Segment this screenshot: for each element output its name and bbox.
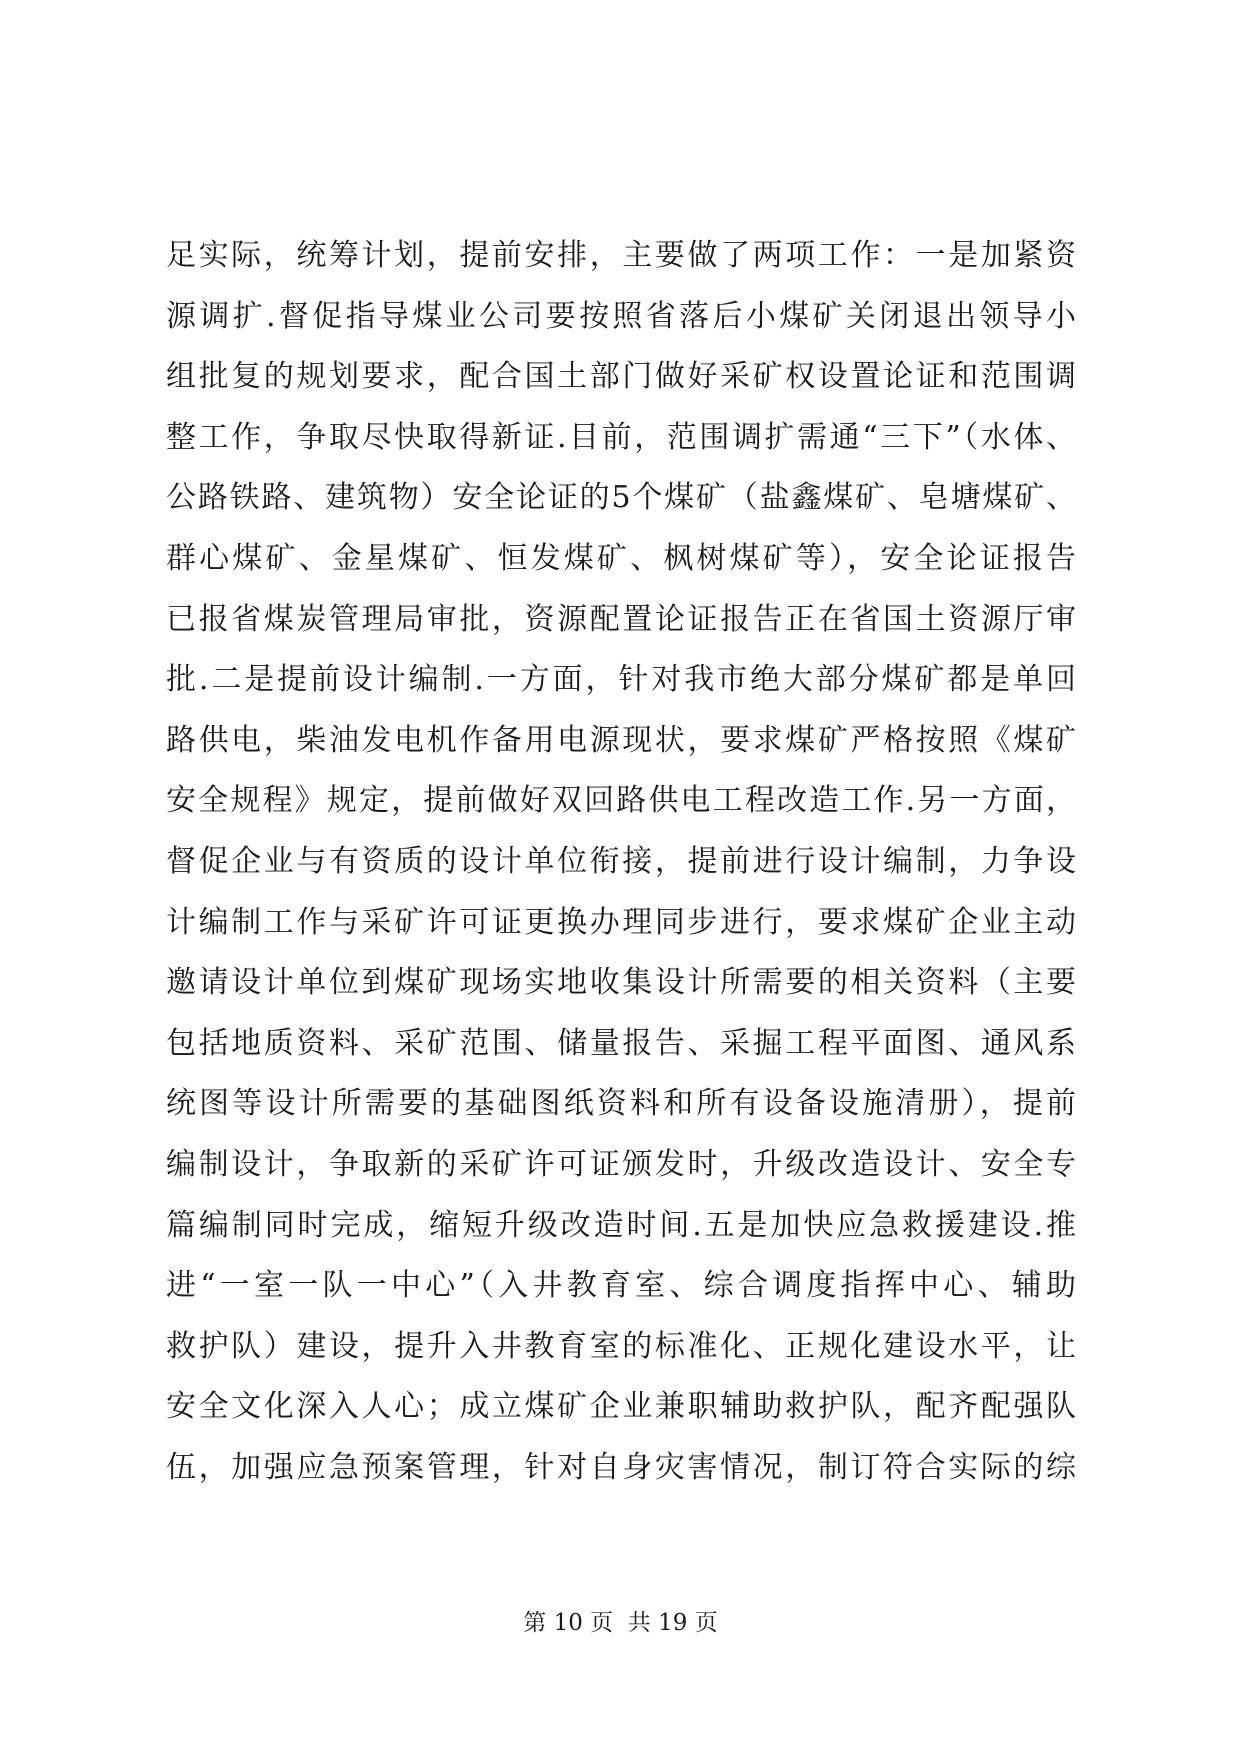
page-footer [0,1608,1241,1638]
text-line: 批.二是提前设计编制.一方面，针对我市绝大部分煤矿都是单回 [166,662,1076,698]
text-line: 足实际，统筹计划，提前安排，主要做了两项工作：一是加紧资 [166,238,1076,273]
text-line: 统图等设计所需要的基础图纸资料和所有设备设施清册），提前 [166,1086,1076,1122]
text-line: 篇编制同时完成，缩短升级改造时间.五是加快应急救援建设.推 [166,1207,1076,1243]
page-number: 第 10 页 共 19 页 [523,1610,718,1636]
text-line: 编制设计，争取新的采矿许可证颁发时，升级改造设计、安全专 [166,1146,1076,1182]
text-line: 源调扩.督促指导煤业公司要按照省落后小煤矿关闭退出领导小 [166,298,1076,334]
text-line: 邀请设计单位到煤矿现场实地收集设计所需要的相关资料（主要 [166,965,1076,1001]
body-text [166,226,1076,1498]
text-line: 已报省煤炭管理局审批，资源配置论证报告正在省国土资源厅审 [166,601,1076,637]
text-line: 路供电，柴油发电机作备用电源现状，要求煤矿严格按照《煤矿 [166,722,1076,758]
text-line: 公路铁路、建筑物）安全论证的5个煤矿（盐鑫煤矿、皂塘煤矿、 [166,480,1076,516]
text-line: 安全文化深入人心；成立煤矿企业兼职辅助救护队，配齐配强队 [166,1389,1076,1425]
text-line: 进“一室一队一中心”（入井教育室、综合调度指挥中心、辅助 [166,1268,1076,1304]
text-line: 包括地质资料、采矿范围、储量报告、采掘工程平面图、通风系 [166,1025,1076,1061]
text-line: 群心煤矿、金星煤矿、恒发煤矿、枫树煤矿等），安全论证报告 [166,540,1076,576]
text-line: 督促企业与有资质的设计单位衔接，提前进行设计编制，力争设 [166,843,1076,879]
text-line: 安全规程》规定，提前做好双回路供电工程改造工作.另一方面， [166,783,1076,819]
text-line: 组批复的规划要求，配合国土部门做好采矿权设置论证和范围调 [166,359,1076,395]
text-line: 救护队）建设，提升入井教育室的标准化、正规化建设水平，让 [166,1328,1076,1364]
text-line: 计编制工作与采矿许可证更换办理同步进行，要求煤矿企业主动 [166,904,1076,940]
text-line: 整工作，争取尽快取得新证.目前，范围调扩需通“三下”（水体、 [166,419,1076,455]
text-line: 伍，加强应急预案管理，针对自身灾害情况，制订符合实际的综 [166,1449,1076,1485]
